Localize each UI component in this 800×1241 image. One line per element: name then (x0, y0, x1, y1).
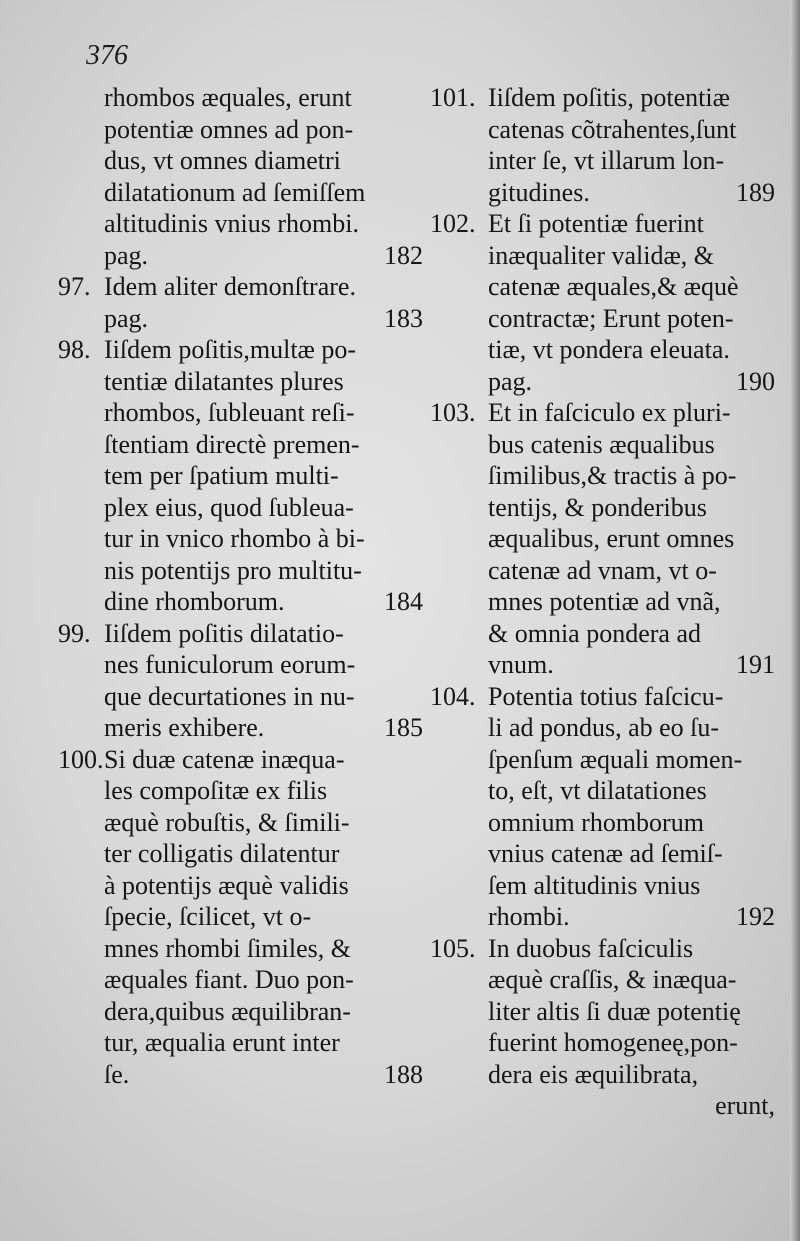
page-reference-label: pag. (104, 303, 149, 333)
entry-number: 98. (58, 335, 91, 364)
entry-line: mnes rhombi ſimiles, & (104, 933, 351, 963)
entry-line: inæqualiter validæ, & (488, 240, 715, 270)
entry-line: Si duæ catenæ inæqua- (104, 744, 345, 774)
entry-number: 101. (430, 83, 476, 112)
entry-line: rhombos æquales, erunt (104, 83, 352, 112)
entry-line: inter ſe, vt illarum lon- (488, 146, 725, 175)
entry-body (104, 744, 423, 1091)
right-column (430, 82, 775, 1122)
page-reference (104, 712, 423, 744)
entry-line: tur in vnico rhombo à bi- (104, 524, 365, 553)
entry-line: ſem altitudinis vnius (488, 870, 701, 900)
page-edge-shadow (790, 0, 800, 1241)
page-reference-label: gitudines. (488, 177, 590, 207)
entry-line: rhombos, ſubleuant reſi- (104, 398, 355, 427)
index-entry (430, 82, 775, 208)
entry-line: æquè craſſis, & inæqua- (488, 965, 737, 994)
entry-line: ſimilibus,& tractis à po- (488, 461, 737, 490)
entry-body (104, 618, 423, 744)
entry-line: à potentijs æquè validis (104, 870, 349, 900)
entry-body (488, 681, 775, 933)
index-entry (430, 208, 775, 397)
page-reference-number: 185 (384, 713, 423, 742)
entry-line: les compoſitæ ex filis (104, 776, 328, 805)
entry-body (488, 208, 775, 397)
page-reference (488, 177, 775, 209)
page-reference-label: vnum. (488, 650, 554, 679)
entry-line: to, eſt, vt dilatationes (488, 776, 707, 805)
entry-body (104, 334, 423, 618)
page-reference-label: meris exhibere. (104, 713, 265, 742)
entry-line: dilatationum ad ſemiſſem (104, 177, 366, 207)
entry-line: vnius catenæ ad ſemiſ- (488, 839, 723, 868)
entry-line: bus catenis æqualibus (488, 429, 715, 459)
entry-number: 102. (430, 209, 476, 238)
entry-line: & omnia pondera ad (488, 618, 701, 648)
entry-line: catenæ ad vnam, vt o- (488, 555, 717, 585)
page-reference (104, 240, 423, 272)
entry-number: 99. (58, 618, 91, 648)
index-entry (58, 82, 423, 271)
index-entry (430, 397, 775, 681)
entry-line: potentiæ omnes ad pon- (104, 114, 354, 144)
entry-body (488, 82, 775, 208)
page-reference-number: 192 (736, 902, 775, 931)
page-reference (104, 586, 423, 618)
entry-line: ſpenſum æquali momen- (488, 744, 743, 774)
index-entry (58, 271, 423, 334)
entry-number: 97. (58, 272, 91, 301)
entry-line: tentiæ dilatantes plures (104, 366, 344, 396)
entry-line: æquales fiant. Duo pon- (104, 965, 354, 994)
entry-line: catenas cõtrahentes,ſunt (488, 114, 737, 144)
entry-body (488, 397, 775, 681)
page-reference-label: pag. (488, 366, 533, 396)
entry-line: mnes potentiæ ad vnã, (488, 587, 721, 616)
entry-line: æqualibus, erunt omnes (488, 524, 735, 553)
entry-line: ter colligatis dilatentur (104, 839, 340, 868)
entry-line: nes funiculorum eorum- (104, 650, 356, 679)
page-reference (488, 366, 775, 398)
entry-line: Potentia totius faſcicu- (488, 681, 724, 711)
entry-line: tur, æqualia erunt inter (104, 1028, 340, 1057)
entry-line: Iiſdem poſitis, potentiæ (488, 83, 730, 112)
entry-line: æquè robuſtis, & ſimili- (104, 807, 350, 837)
entry-line: dus, vt omnes diametri (104, 146, 341, 175)
page-reference-number: 190 (736, 366, 775, 396)
page-reference (104, 303, 423, 335)
catchword: erunt, (715, 1091, 775, 1120)
entry-line: Et ſi potentiæ fuerint (488, 209, 704, 238)
page-reference (488, 649, 775, 681)
entry-line: dera eis æquilibrata, (488, 1059, 699, 1089)
entry-line: altitudinis vnius rhombi. (104, 209, 359, 238)
entry-line: ſpecie, ſcilicet, vt o- (104, 902, 312, 931)
page-reference-number: 184 (384, 587, 423, 616)
entry-line: dera,quibus æquilibran- (104, 996, 351, 1026)
page-reference-label: rhombi. (488, 902, 570, 931)
page-reference-label: ſe. (104, 1059, 130, 1089)
page-reference-label: dine rhomborum. (104, 587, 285, 616)
index-entry (430, 681, 775, 933)
page-reference-number: 188 (384, 1059, 423, 1089)
entry-line: catenæ æquales,& æquè (488, 272, 739, 301)
page-reference-number: 191 (736, 650, 775, 679)
entry-line: contractæ; Erunt poten- (488, 303, 734, 333)
page-reference (488, 901, 775, 933)
entry-body (488, 933, 775, 1122)
entry-number: 100. (58, 744, 104, 774)
entry-number: 103. (430, 398, 476, 427)
entry-body (104, 82, 423, 271)
entry-line: liter altis ſi duæ potentię (488, 996, 741, 1026)
page-reference-number: 182 (384, 240, 423, 270)
entry-line: que decurtationes in nu- (104, 681, 355, 711)
entry-line: tiæ, vt pondera eleuata. (488, 335, 730, 364)
entry-line: In duobus faſciculis (488, 933, 694, 963)
index-entry (58, 618, 423, 744)
entry-number: 105. (430, 933, 476, 963)
entry-line: plex eius, quod ſubleua- (104, 492, 354, 522)
entry-line: tem per ſpatium multi- (104, 461, 339, 490)
entry-line: Iiſdem poſitis dilatatio- (104, 618, 344, 648)
index-entry (58, 334, 423, 618)
entry-number: 104. (430, 681, 476, 711)
entry-line: Iiſdem poſitis,multæ po- (104, 335, 357, 364)
index-entry (58, 744, 423, 1091)
page-reference-label: pag. (104, 240, 149, 270)
entry-line: fuerint homogeneę,pon- (488, 1028, 738, 1057)
index-entry (430, 933, 775, 1122)
entry-line: Et in faſciculo ex pluri- (488, 398, 731, 427)
entry-line: omnium rhomborum (488, 807, 704, 837)
entry-line: li ad pondus, ab eo ſu- (488, 713, 720, 742)
page-reference-number: 183 (384, 303, 423, 333)
entry-body (104, 271, 423, 334)
left-column (58, 82, 423, 1090)
entry-line: tentijs, & ponderibus (488, 492, 707, 522)
page-reference (104, 1059, 423, 1091)
entry-line: nis potentijs pro multitu- (104, 555, 362, 585)
entry-line: ſtentiam directè premen- (104, 429, 360, 459)
page-number: 376 (86, 40, 128, 71)
entry-line: Idem aliter demonſtrare. (104, 272, 356, 301)
page-reference-number: 189 (736, 177, 775, 207)
